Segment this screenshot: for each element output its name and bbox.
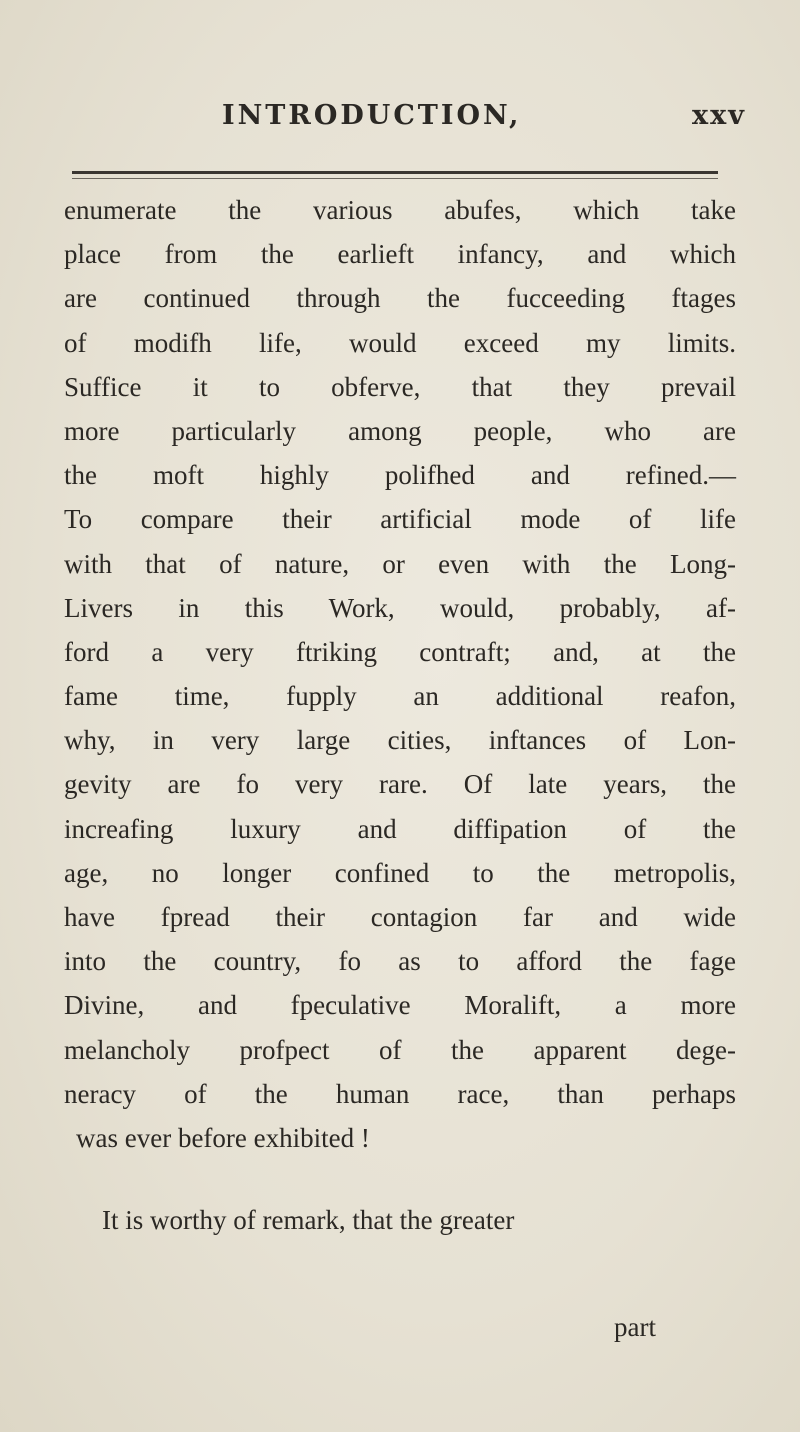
- running-head: INTRODUCTION,: [222, 100, 522, 131]
- text-line: was ever before exhibited !: [76, 1122, 370, 1153]
- text-line: with that of nature, or even with the Long-: [64, 548, 736, 579]
- text-line: age, no longer confined to the metropolis,: [64, 857, 736, 888]
- header-rule-thin: [72, 178, 718, 179]
- text-line: why, in very large cities, inftances of Lon-: [64, 725, 736, 756]
- catchword: part: [614, 1312, 656, 1342]
- text-line: It is worthy of remark, that the greater: [102, 1205, 515, 1236]
- header-rule: [72, 171, 718, 174]
- text-line: Suffice it to obferve, that they prevail: [64, 371, 736, 402]
- text-line: Livers in this Work, would, probably, af-: [64, 592, 736, 623]
- text-line: place from the earlieft infancy, and which: [64, 239, 736, 270]
- text-line: into the country, fo as to afford the fage: [64, 946, 736, 977]
- body-text: [64, 188, 736, 1242]
- text-line: fame time, fupply an additional reafon,: [64, 681, 736, 712]
- text-line: the moft highly polifhed and refined.—: [64, 460, 736, 491]
- text-line: gevity are fo very rare. Of late years, the: [64, 769, 736, 800]
- text-line: neracy of the human race, than perhaps: [64, 1078, 736, 1109]
- text-line: have fpread their contagion far and wide: [64, 902, 736, 932]
- paragraph-gap: [64, 1160, 736, 1198]
- text-line: of modifh life, would exceed my limits.: [64, 327, 736, 358]
- text-line: Divine, and fpeculative Moralift, a more: [64, 990, 736, 1021]
- text-line: more particularly among people, who are: [64, 415, 736, 446]
- text-line: increafing luxury and diffipation of the: [64, 813, 736, 844]
- text-line: melancholy profpect of the apparent dege-: [64, 1034, 736, 1065]
- text-line: ford a very ftriking contraft; and, at the: [64, 636, 736, 667]
- page-number: xxv: [692, 100, 746, 131]
- text-line: enumerate the various abufes, which take: [64, 195, 736, 225]
- text-line: To compare their artificial mode of life: [64, 504, 736, 535]
- text-line: are continued through the fucceeding ftages: [64, 283, 736, 314]
